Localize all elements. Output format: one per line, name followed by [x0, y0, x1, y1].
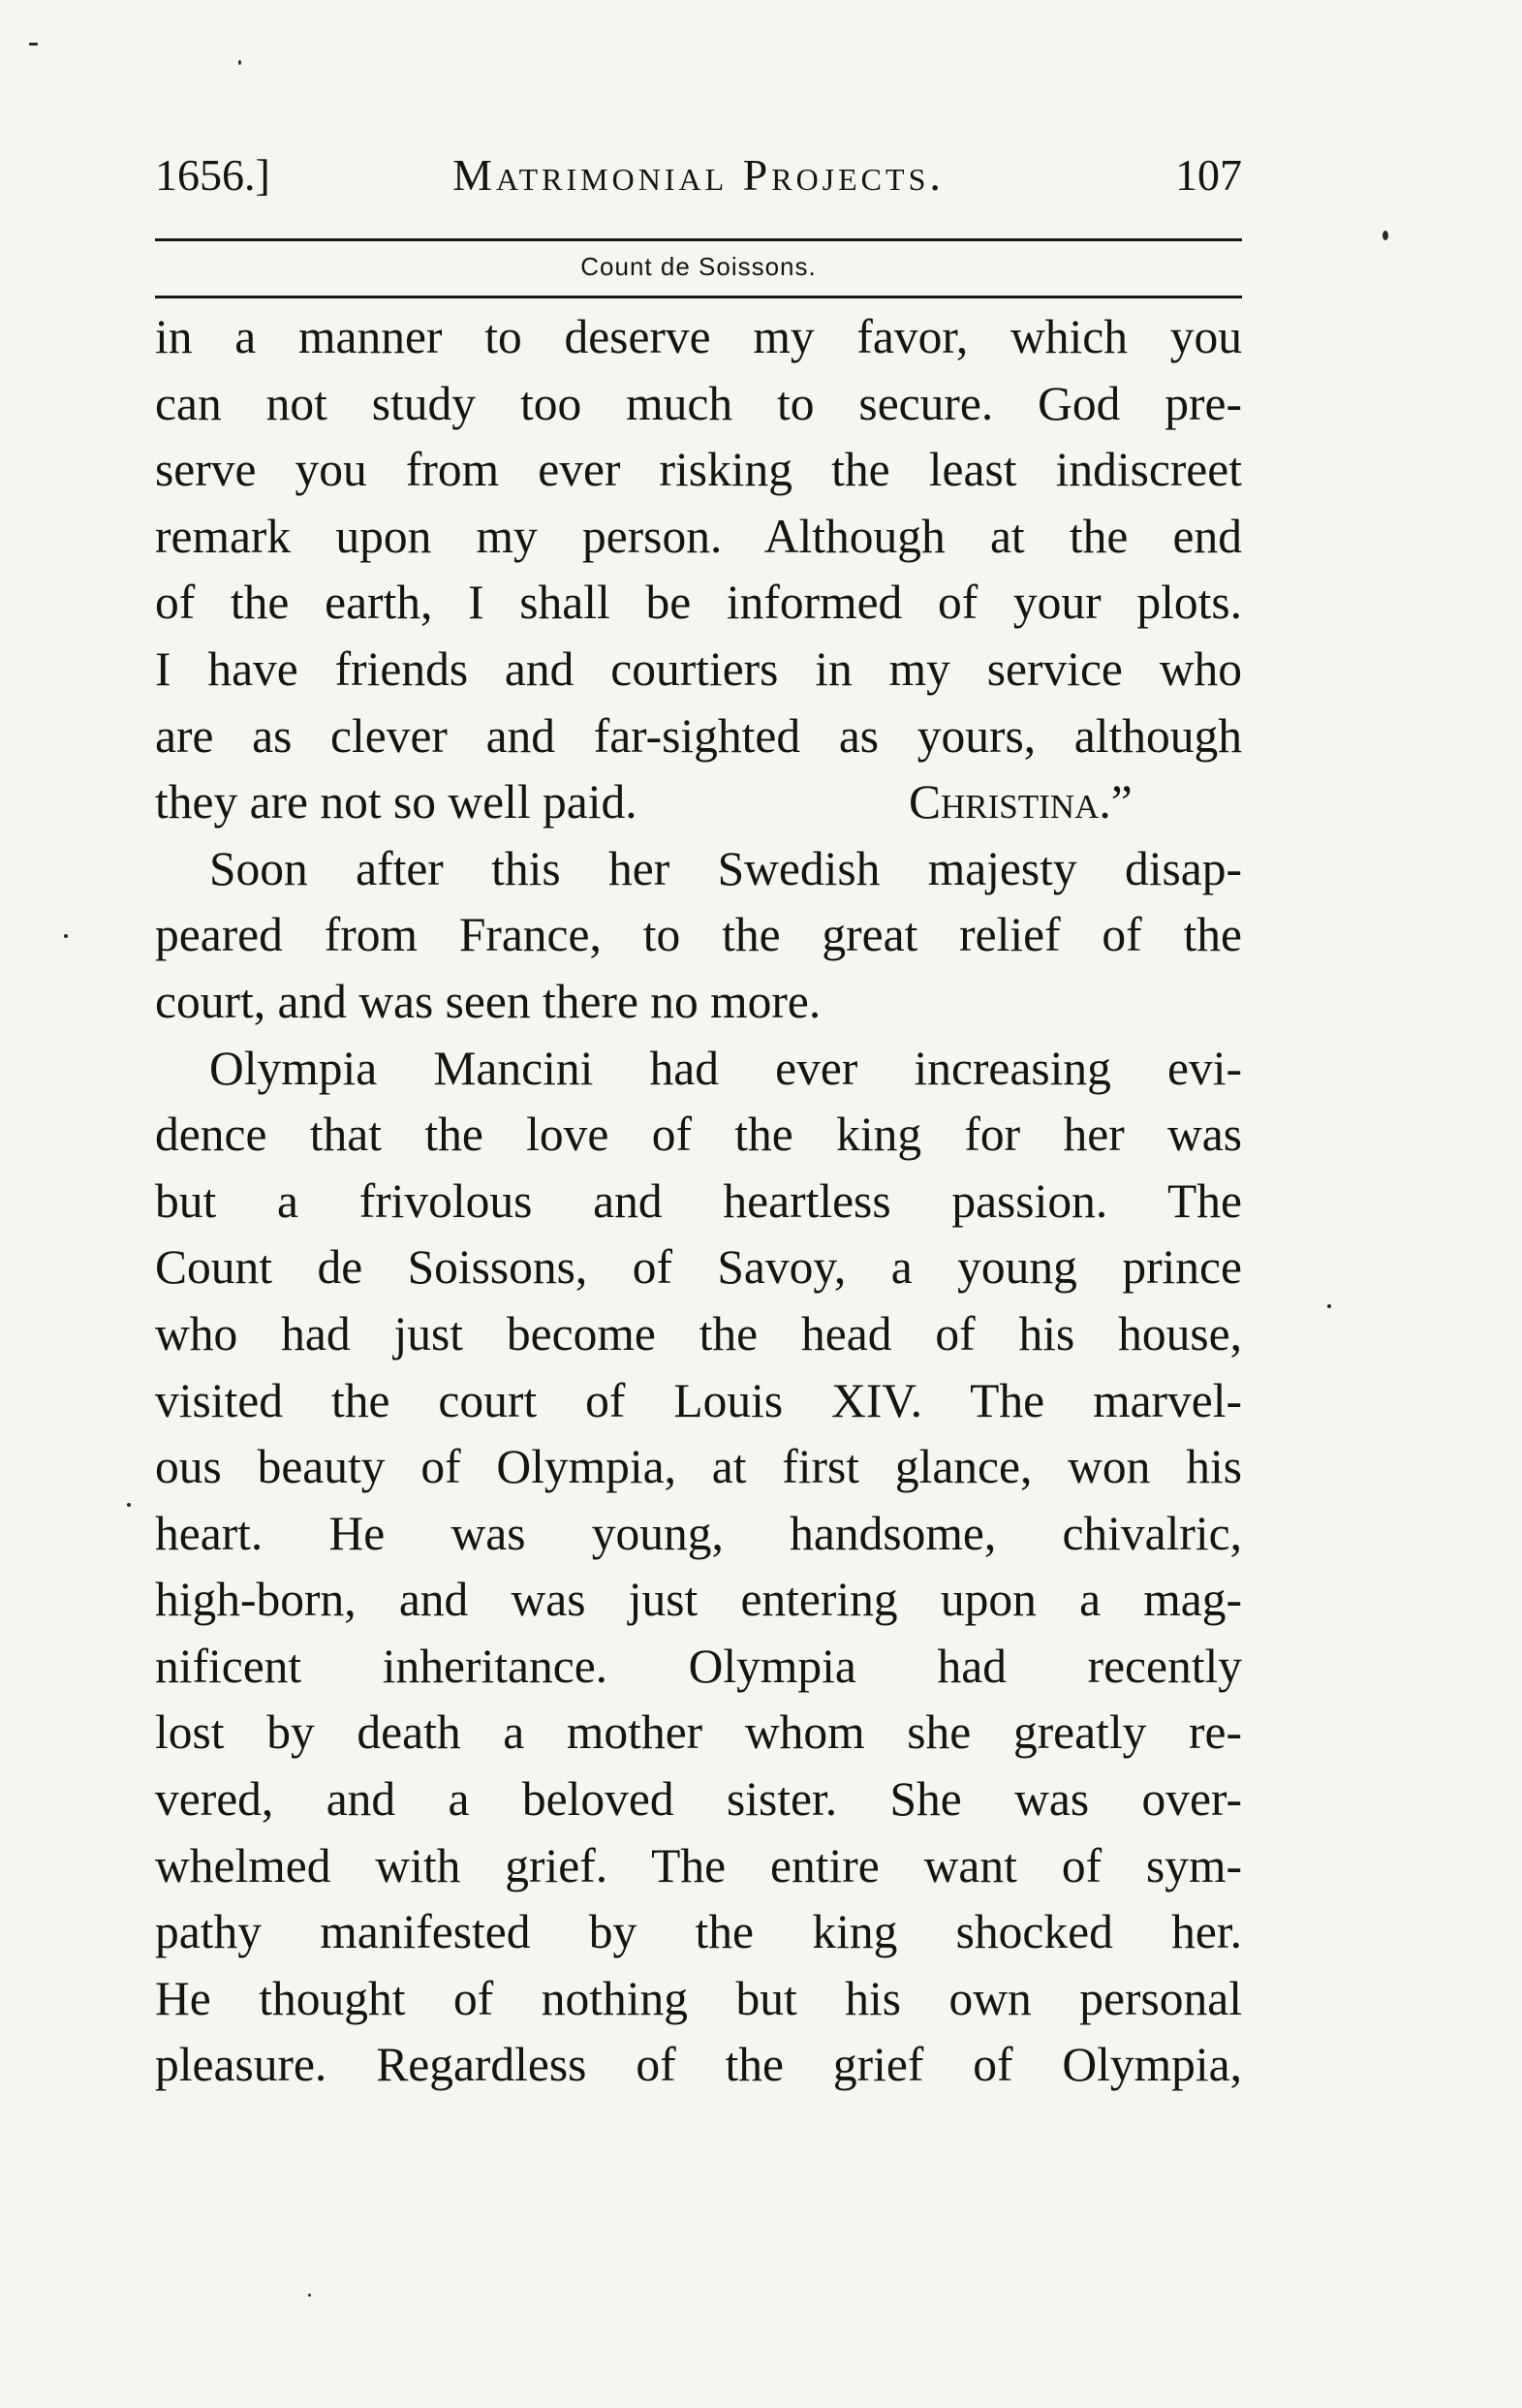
- letter-closing: [155, 769, 1242, 836]
- text-line: peared from France, to the great relief of the: [155, 908, 1242, 962]
- text-line: lost by death a mother whom she greatly re-: [155, 1705, 1242, 1760]
- closing-text: they are not so well paid.: [155, 775, 637, 829]
- text-line: Olympia Mancini had ever increasing evi-: [209, 1041, 1242, 1095]
- ink-speck: [238, 60, 241, 65]
- text-line: are as clever and far-sighted as yours, although: [155, 708, 1242, 763]
- text-line: I have friends and courtiers in my service who: [155, 641, 1242, 696]
- text-line: serve you from ever risking the least indiscreet: [155, 443, 1242, 497]
- text-line: court, and was seen there no more.: [155, 974, 822, 1028]
- ink-speck: [1382, 231, 1388, 240]
- ink-speck: [127, 1503, 131, 1507]
- text-line: Count de Soissons, of Savoy, a young prince: [155, 1240, 1242, 1295]
- paragraph: [155, 1036, 1242, 2100]
- book-page: [155, 145, 1242, 2099]
- text-line: pleasure. Regardless of the grief of Olympia,: [155, 2038, 1242, 2092]
- text-line: of the earth, I shall be informed of your plots.: [155, 576, 1242, 630]
- text-line: remark upon my person. Although at the end: [155, 509, 1242, 563]
- running-header: [155, 145, 1242, 205]
- text-line: dence that the love of the king for her was: [155, 1108, 1242, 1162]
- body-text: [155, 304, 1242, 2099]
- signature: Christina.”: [909, 775, 1133, 829]
- section-subheading: Count de Soissons.: [580, 252, 817, 281]
- text-line: pathy manifested by the king shocked her.: [155, 1905, 1242, 1959]
- chapter-title: Matrimonial Projects.: [452, 150, 945, 200]
- ink-speck: [29, 43, 38, 46]
- text-line: ous beauty of Olympia, at first glance, won his: [155, 1440, 1242, 1494]
- letter-excerpt: [155, 304, 1242, 836]
- text-line: heart. He was young, handsome, chivalric,: [155, 1506, 1242, 1560]
- text-line: can not study too much to secure. God pre-: [155, 376, 1242, 430]
- header-year: 1656.]: [155, 150, 270, 200]
- text-line: visited the court of Louis XIV. The marvel-: [155, 1373, 1242, 1427]
- subheading-rule: [155, 296, 1242, 298]
- text-line: vered, and a beloved sister. She was over-: [155, 1772, 1242, 1827]
- ink-speck: [308, 2294, 311, 2297]
- ink-speck: [64, 934, 68, 938]
- paragraph: [155, 836, 1242, 1036]
- text-line: He thought of nothing but his own personal: [155, 1971, 1242, 2025]
- page-number: 107: [1175, 150, 1242, 200]
- text-line: whelmed with grief. The entire want of sym-: [155, 1838, 1242, 1892]
- text-line: high-born, and was just entering upon a mag-: [155, 1573, 1242, 1627]
- text-line: in a manner to deserve my favor, which you: [155, 310, 1242, 363]
- text-line: nificent inheritance. Olympia had recently: [155, 1639, 1242, 1693]
- ink-speck: [1327, 1304, 1331, 1308]
- text-line: Soon after this her Swedish majesty disap-: [209, 841, 1242, 895]
- text-line: but a frivolous and heartless passion. The: [155, 1173, 1242, 1228]
- header-rule: [155, 238, 1242, 241]
- text-line: who had just become the head of his house,: [155, 1306, 1242, 1360]
